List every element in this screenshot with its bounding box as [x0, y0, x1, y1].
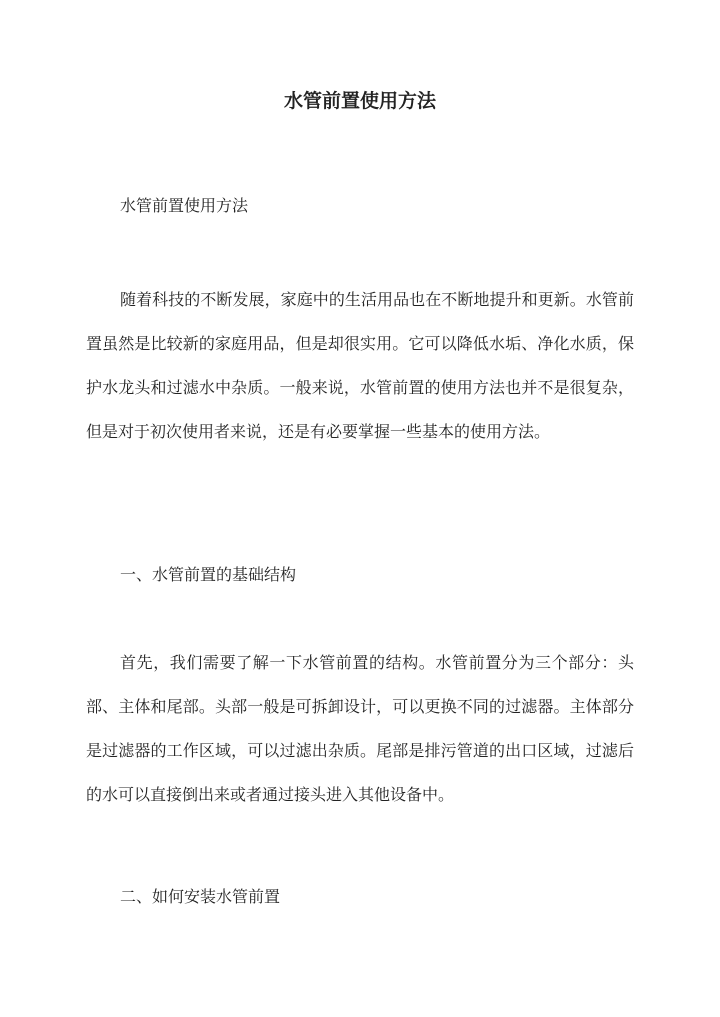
- intro-paragraph: 随着科技的不断发展，家庭中的生活用品也在不断地提升和更新。水管前置虽然是比较新的家庭用品，但是却很实用。它可以降低水垢、净化水质，保护水龙头和过滤水中杂质。一般来说，水管前置的使用方法也并不是很复杂，但是对于初次使用者来说，还是有必要掌握一些基本的使用方法。: [86, 290, 634, 441]
- structure-paragraph: 首先，我们需要了解一下水管前置的结构。水管前置分为三个部分：头部、主体和尾部。头部一般是可拆卸设计，可以更换不同的过滤器。主体部分是过滤器的工作区域，可以过滤出杂质。尾部是排污管道的出口区域，过滤后的水可以直接倒出来或者通过接头进入其他设备中。: [86, 653, 634, 804]
- section-heading-structure: 一、水管前置的基础结构: [120, 565, 297, 584]
- section-heading-installation: 二、如何安装水管前置: [120, 887, 281, 906]
- document-subtitle: 水管前置使用方法: [120, 196, 249, 215]
- document-title: 水管前置使用方法: [283, 90, 436, 112]
